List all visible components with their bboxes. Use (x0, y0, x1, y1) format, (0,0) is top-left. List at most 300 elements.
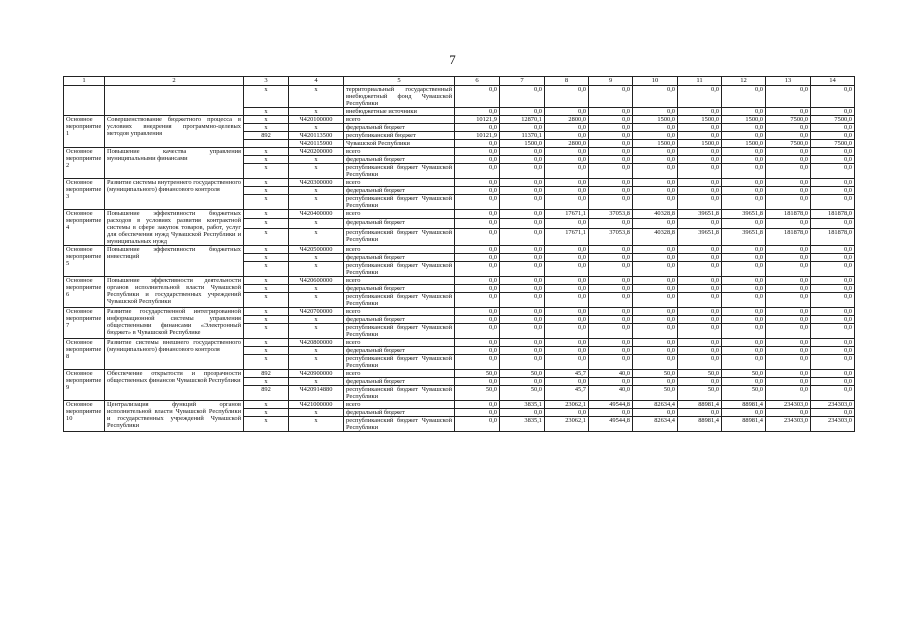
amount-cell: 50,0 (500, 370, 545, 378)
funding-source: федеральный бюджет (344, 285, 455, 293)
amount-cell: 0,0 (811, 285, 855, 293)
grbs-code: x (244, 339, 289, 347)
amount-cell: 0,0 (589, 355, 633, 370)
column-number: 6 (455, 77, 500, 86)
table-row (64, 401, 855, 409)
amount-cell: 0,0 (589, 277, 633, 285)
amount-cell: 0,0 (500, 347, 545, 355)
amount-cell: 0,0 (545, 195, 589, 210)
amount-cell: 0,0 (678, 277, 722, 285)
amount-cell: 0,0 (633, 164, 678, 179)
amount-cell: 88981,4 (678, 401, 722, 409)
amount-cell: 1500,0 (722, 116, 766, 124)
amount-cell: 0,0 (589, 339, 633, 347)
amount-cell: 1500,0 (678, 140, 722, 148)
column-number: 4 (289, 77, 344, 86)
amount-cell: 23062,1 (545, 401, 589, 409)
amount-cell: 0,0 (722, 219, 766, 228)
amount-cell: 0,0 (722, 254, 766, 262)
amount-cell: 0,0 (811, 262, 855, 277)
amount-cell: 0,0 (811, 164, 855, 179)
amount-cell: 0,0 (766, 285, 811, 293)
amount-cell: 50,0 (500, 386, 545, 401)
amount-cell: 0,0 (766, 409, 811, 417)
amount-cell: 0,0 (500, 262, 545, 277)
amount-cell: 1500,0 (678, 116, 722, 124)
amount-cell: 0,0 (766, 164, 811, 179)
amount-cell: 23062,1 (545, 417, 589, 432)
amount-cell: 0,0 (811, 246, 855, 254)
target-article-code: x (289, 156, 344, 164)
event-label: Основное мероприятие 9 (64, 370, 105, 401)
amount-cell: 0,0 (766, 293, 811, 308)
amount-cell: 0,0 (500, 210, 545, 219)
grbs-code: x (244, 417, 289, 432)
grbs-code: x (244, 254, 289, 262)
target-article-code: x (289, 293, 344, 308)
amount-cell: 0,0 (722, 324, 766, 339)
amount-cell: 40,0 (589, 370, 633, 378)
amount-cell: 0,0 (545, 132, 589, 140)
target-article-code: Ч421000000 (289, 401, 344, 409)
amount-cell: 0,0 (500, 316, 545, 324)
amount-cell: 0,0 (545, 293, 589, 308)
amount-cell: 0,0 (766, 355, 811, 370)
amount-cell: 0,0 (545, 86, 589, 108)
amount-cell: 0,0 (678, 339, 722, 347)
amount-cell: 1500,0 (722, 140, 766, 148)
amount-cell: 0,0 (678, 285, 722, 293)
amount-cell: 0,0 (633, 187, 678, 195)
amount-cell: 0,0 (766, 187, 811, 195)
column-number: 7 (500, 77, 545, 86)
amount-cell: 0,0 (678, 195, 722, 210)
amount-cell: 0,0 (589, 179, 633, 187)
amount-cell: 0,0 (678, 355, 722, 370)
amount-cell: 0,0 (633, 246, 678, 254)
amount-cell: 0,0 (633, 254, 678, 262)
amount-cell: 0,0 (766, 277, 811, 285)
target-article-code: x (289, 285, 344, 293)
amount-cell: 0,0 (589, 409, 633, 417)
amount-cell: 7500,0 (811, 140, 855, 148)
amount-cell: 0,0 (455, 316, 500, 324)
amount-cell: 50,0 (633, 386, 678, 401)
funding-source: федеральный бюджет (344, 124, 455, 132)
amount-cell: 40,0 (589, 386, 633, 401)
column-number: 10 (633, 77, 678, 86)
amount-cell: 0,0 (500, 156, 545, 164)
amount-cell: 0,0 (633, 308, 678, 316)
amount-cell: 0,0 (545, 156, 589, 164)
table-row (64, 210, 855, 219)
grbs-code: 892 (244, 132, 289, 140)
amount-cell: 0,0 (545, 254, 589, 262)
amount-cell: 0,0 (678, 347, 722, 355)
amount-cell: 0,0 (589, 140, 633, 148)
amount-cell: 0,0 (589, 116, 633, 124)
table-row (64, 116, 855, 124)
funding-source: всего (344, 116, 455, 124)
table-body (64, 77, 855, 432)
amount-cell: 88981,4 (722, 401, 766, 409)
amount-cell: 0,0 (545, 339, 589, 347)
table-row (64, 148, 855, 156)
target-article-code: Ч420300000 (289, 179, 344, 187)
amount-cell: 0,0 (589, 86, 633, 108)
amount-cell: 0,0 (500, 86, 545, 108)
page-number: 7 (449, 52, 456, 67)
amount-cell: 0,0 (545, 148, 589, 156)
amount-cell: 0,0 (633, 339, 678, 347)
amount-cell: 50,0 (722, 370, 766, 378)
funding-source: всего (344, 148, 455, 156)
amount-cell: 0,0 (589, 347, 633, 355)
amount-cell: 0,0 (722, 347, 766, 355)
amount-cell: 88981,4 (722, 417, 766, 432)
amount-cell: 39651,8 (678, 228, 722, 245)
event-name: Совершенствование бюджетного процесса в условиях внедрения программно-целевых методов управления (105, 116, 244, 148)
amount-cell: 0,0 (500, 254, 545, 262)
event-name: Обеспечение открытости и прозрачности общественных финансов Чувашской Республики (105, 370, 244, 401)
amount-cell: 0,0 (722, 156, 766, 164)
amount-cell: 0,0 (678, 187, 722, 195)
amount-cell: 0,0 (500, 285, 545, 293)
amount-cell: 0,0 (766, 254, 811, 262)
amount-cell: 0,0 (766, 156, 811, 164)
amount-cell: 0,0 (678, 254, 722, 262)
amount-cell: 0,0 (455, 140, 500, 148)
amount-cell: 0,0 (500, 355, 545, 370)
funding-source: федеральный бюджет (344, 219, 455, 228)
funding-source: территориальный государственный внебюджетный фонд Чувашской Республики (344, 86, 455, 108)
amount-cell: 0,0 (766, 179, 811, 187)
amount-cell: 0,0 (500, 164, 545, 179)
table-row (64, 246, 855, 254)
amount-cell: 0,0 (500, 324, 545, 339)
grbs-code: x (244, 293, 289, 308)
amount-cell: 0,0 (811, 108, 855, 116)
amount-cell: 0,0 (722, 339, 766, 347)
target-article-code: x (289, 355, 344, 370)
amount-cell: 0,0 (811, 386, 855, 401)
amount-cell: 0,0 (500, 246, 545, 254)
amount-cell: 0,0 (500, 219, 545, 228)
amount-cell: 0,0 (766, 246, 811, 254)
amount-cell: 0,0 (633, 324, 678, 339)
amount-cell: 0,0 (500, 293, 545, 308)
amount-cell: 0,0 (811, 355, 855, 370)
amount-cell: 0,0 (766, 86, 811, 108)
amount-cell: 0,0 (811, 308, 855, 316)
amount-cell: 0,0 (455, 210, 500, 219)
funding-source: внебюджетные источники (344, 108, 455, 116)
target-article-code: Ч420700000 (289, 308, 344, 316)
amount-cell: 0,0 (811, 293, 855, 308)
amount-cell: 0,0 (545, 246, 589, 254)
amount-cell: 0,0 (545, 262, 589, 277)
amount-cell: 0,0 (455, 347, 500, 355)
grbs-code: x (244, 156, 289, 164)
amount-cell: 0,0 (678, 219, 722, 228)
amount-cell: 0,0 (722, 277, 766, 285)
amount-cell: 0,0 (455, 195, 500, 210)
amount-cell: 0,0 (500, 339, 545, 347)
target-article-code: Ч420914880 (289, 386, 344, 401)
target-article-code: Ч420100000 (289, 116, 344, 124)
amount-cell: 88981,4 (678, 417, 722, 432)
amount-cell: 0,0 (633, 316, 678, 324)
table-row (64, 277, 855, 285)
amount-cell: 50,0 (678, 370, 722, 378)
amount-cell: 0,0 (589, 164, 633, 179)
table-row (64, 308, 855, 316)
funding-source: республиканский бюджет Чувашской Республики (344, 324, 455, 339)
funding-source: республиканский бюджет (344, 132, 455, 140)
amount-cell: 7500,0 (766, 116, 811, 124)
amount-cell: 1500,0 (500, 140, 545, 148)
amount-cell: 0,0 (811, 347, 855, 355)
amount-cell: 0,0 (455, 293, 500, 308)
amount-cell: 0,0 (633, 219, 678, 228)
column-number: 8 (545, 77, 589, 86)
target-article-code: Ч420200000 (289, 148, 344, 156)
grbs-code: x (244, 164, 289, 179)
funding-source: всего (344, 370, 455, 378)
amount-cell: 0,0 (500, 308, 545, 316)
amount-cell: 0,0 (545, 308, 589, 316)
amount-cell: 0,0 (678, 409, 722, 417)
amount-cell: 0,0 (766, 108, 811, 116)
amount-cell: 0,0 (811, 370, 855, 378)
amount-cell: 39651,8 (722, 210, 766, 219)
amount-cell: 0,0 (455, 355, 500, 370)
amount-cell: 0,0 (545, 378, 589, 386)
amount-cell: 0,0 (633, 277, 678, 285)
grbs-code: 892 (244, 370, 289, 378)
amount-cell: 3835,1 (500, 401, 545, 409)
funding-source: республиканский бюджет Чувашской Республики (344, 417, 455, 432)
amount-cell: 0,0 (633, 262, 678, 277)
amount-cell: 49544,8 (589, 401, 633, 409)
funding-source: республиканский бюджет Чувашской Республики (344, 262, 455, 277)
grbs-code: x (244, 219, 289, 228)
amount-cell: 40328,8 (633, 228, 678, 245)
target-article-code: x (289, 228, 344, 245)
amount-cell: 0,0 (766, 219, 811, 228)
amount-cell: 0,0 (678, 108, 722, 116)
amount-cell: 37053,8 (589, 210, 633, 219)
amount-cell: 1500,0 (633, 116, 678, 124)
amount-cell: 0,0 (722, 285, 766, 293)
funding-source: всего (344, 179, 455, 187)
grbs-code: x (244, 285, 289, 293)
event-name: Развитие государственной интегрированной информационной системы управления общественными финансами «Электронный бюджет» в Чувашской Республике (105, 308, 244, 339)
amount-cell: 0,0 (766, 370, 811, 378)
amount-cell: 0,0 (678, 86, 722, 108)
amount-cell: 0,0 (500, 179, 545, 187)
amount-cell: 0,0 (678, 308, 722, 316)
amount-cell: 0,0 (545, 316, 589, 324)
amount-cell: 0,0 (678, 179, 722, 187)
amount-cell: 0,0 (633, 179, 678, 187)
target-article-code: x (289, 417, 344, 432)
target-article-code: Ч420400000 (289, 210, 344, 219)
grbs-code: x (244, 324, 289, 339)
target-article-code: x (289, 316, 344, 324)
target-article-code: Ч420800000 (289, 339, 344, 347)
funding-source: всего (344, 401, 455, 409)
amount-cell: 181878,0 (811, 228, 855, 245)
target-article-code: Ч420900000 (289, 370, 344, 378)
amount-cell: 0,0 (722, 148, 766, 156)
amount-cell: 0,0 (811, 324, 855, 339)
grbs-code: x (244, 378, 289, 386)
amount-cell: 50,0 (455, 370, 500, 378)
amount-cell: 0,0 (455, 164, 500, 179)
event-name: Повышение эффективности деятельности органов исполнительной власти Чувашской Республики и государственных учреждений Чувашской Республики (105, 277, 244, 308)
amount-cell: 0,0 (678, 378, 722, 386)
grbs-code: x (244, 179, 289, 187)
amount-cell: 0,0 (722, 355, 766, 370)
amount-cell: 0,0 (678, 293, 722, 308)
target-article-code: x (289, 187, 344, 195)
funding-source: республиканский бюджет Чувашской Республики (344, 293, 455, 308)
amount-cell: 0,0 (678, 246, 722, 254)
amount-cell: 0,0 (455, 262, 500, 277)
funding-source: республиканский бюджет Чувашской Республики (344, 386, 455, 401)
amount-cell: 0,0 (455, 187, 500, 195)
amount-cell: 0,0 (811, 132, 855, 140)
amount-cell: 0,0 (766, 347, 811, 355)
amount-cell: 39651,8 (678, 210, 722, 219)
amount-cell: 0,0 (678, 164, 722, 179)
amount-cell: 82634,4 (633, 417, 678, 432)
funding-source: всего (344, 210, 455, 219)
grbs-code: x (244, 401, 289, 409)
funding-source: федеральный бюджет (344, 156, 455, 164)
amount-cell: 0,0 (766, 124, 811, 132)
column-number: 2 (105, 77, 244, 86)
amount-cell: 0,0 (455, 339, 500, 347)
event-label: Основное мероприятие 1 (64, 116, 105, 148)
amount-cell: 0,0 (545, 355, 589, 370)
funding-source: республиканский бюджет Чувашской Республики (344, 355, 455, 370)
target-article-code: x (289, 409, 344, 417)
grbs-code: x (244, 228, 289, 245)
amount-cell: 0,0 (766, 324, 811, 339)
amount-cell: 0,0 (455, 324, 500, 339)
amount-cell: 0,0 (455, 108, 500, 116)
amount-cell: 0,0 (766, 262, 811, 277)
amount-cell: 0,0 (633, 148, 678, 156)
amount-cell: 45,7 (545, 370, 589, 378)
amount-cell: 40328,8 (633, 210, 678, 219)
amount-cell: 0,0 (545, 164, 589, 179)
grbs-code: 892 (244, 386, 289, 401)
amount-cell: 10121,9 (455, 116, 500, 124)
amount-cell: 0,0 (722, 308, 766, 316)
amount-cell: 0,0 (545, 285, 589, 293)
amount-cell: 50,0 (455, 386, 500, 401)
amount-cell: 0,0 (766, 378, 811, 386)
amount-cell: 0,0 (722, 246, 766, 254)
amount-cell: 0,0 (545, 277, 589, 285)
amount-cell: 0,0 (455, 86, 500, 108)
amount-cell: 181878,0 (766, 228, 811, 245)
target-article-code: x (289, 378, 344, 386)
event-name: Повышение качества управления муниципальными финансами (105, 148, 244, 179)
event-label: Основное мероприятие 7 (64, 308, 105, 339)
event-label: Основное мероприятие 2 (64, 148, 105, 179)
amount-cell: 45,7 (545, 386, 589, 401)
amount-cell: 10121,9 (455, 132, 500, 140)
event-name: Повышение эффективности бюджетных расходов в условиях развития контрактной системы в сфере закупок товаров, работ, услуг для обеспечения нужд Чувашской Республики и муниципальных нужд (105, 210, 244, 246)
amount-cell: 0,0 (455, 308, 500, 316)
grbs-code: x (244, 308, 289, 316)
amount-cell: 0,0 (678, 132, 722, 140)
amount-cell: 0,0 (811, 179, 855, 187)
event-label: Основное мероприятие 4 (64, 210, 105, 246)
target-article-code: x (289, 86, 344, 108)
amount-cell: 0,0 (722, 316, 766, 324)
funding-source: федеральный бюджет (344, 316, 455, 324)
amount-cell: 0,0 (500, 124, 545, 132)
amount-cell: 0,0 (766, 339, 811, 347)
amount-cell: 0,0 (811, 187, 855, 195)
amount-cell: 0,0 (811, 148, 855, 156)
amount-cell: 0,0 (633, 124, 678, 132)
funding-source: республиканский бюджет Чувашской Республики (344, 164, 455, 179)
amount-cell: 0,0 (633, 293, 678, 308)
amount-cell: 0,0 (722, 409, 766, 417)
amount-cell: 0,0 (455, 378, 500, 386)
amount-cell: 0,0 (766, 195, 811, 210)
amount-cell: 0,0 (722, 262, 766, 277)
amount-cell: 0,0 (633, 86, 678, 108)
column-number: 12 (722, 77, 766, 86)
amount-cell: 0,0 (589, 324, 633, 339)
amount-cell: 0,0 (455, 409, 500, 417)
budget-allocation-table (63, 76, 855, 432)
amount-cell: 0,0 (500, 378, 545, 386)
amount-cell: 0,0 (589, 148, 633, 156)
amount-cell: 0,0 (766, 308, 811, 316)
target-article-code: x (289, 219, 344, 228)
grbs-code: x (244, 86, 289, 108)
amount-cell: 0,0 (811, 219, 855, 228)
amount-cell: 0,0 (455, 179, 500, 187)
grbs-code: x (244, 108, 289, 116)
funding-source: республиканский бюджет Чувашской Республики (344, 228, 455, 245)
amount-cell: 0,0 (722, 293, 766, 308)
table-row (64, 179, 855, 187)
amount-cell: 39651,8 (722, 228, 766, 245)
amount-cell: 0,0 (678, 148, 722, 156)
event-label: Основное мероприятие 3 (64, 179, 105, 210)
amount-cell: 0,0 (633, 195, 678, 210)
grbs-code: x (244, 187, 289, 195)
amount-cell: 0,0 (633, 285, 678, 293)
target-article-code: x (289, 254, 344, 262)
amount-cell: 50,0 (633, 370, 678, 378)
amount-cell: 0,0 (589, 378, 633, 386)
target-article-code: Ч420600000 (289, 277, 344, 285)
amount-cell: 0,0 (500, 187, 545, 195)
amount-cell: 3835,1 (500, 417, 545, 432)
amount-cell: 0,0 (811, 156, 855, 164)
event-name-empty (105, 86, 244, 116)
